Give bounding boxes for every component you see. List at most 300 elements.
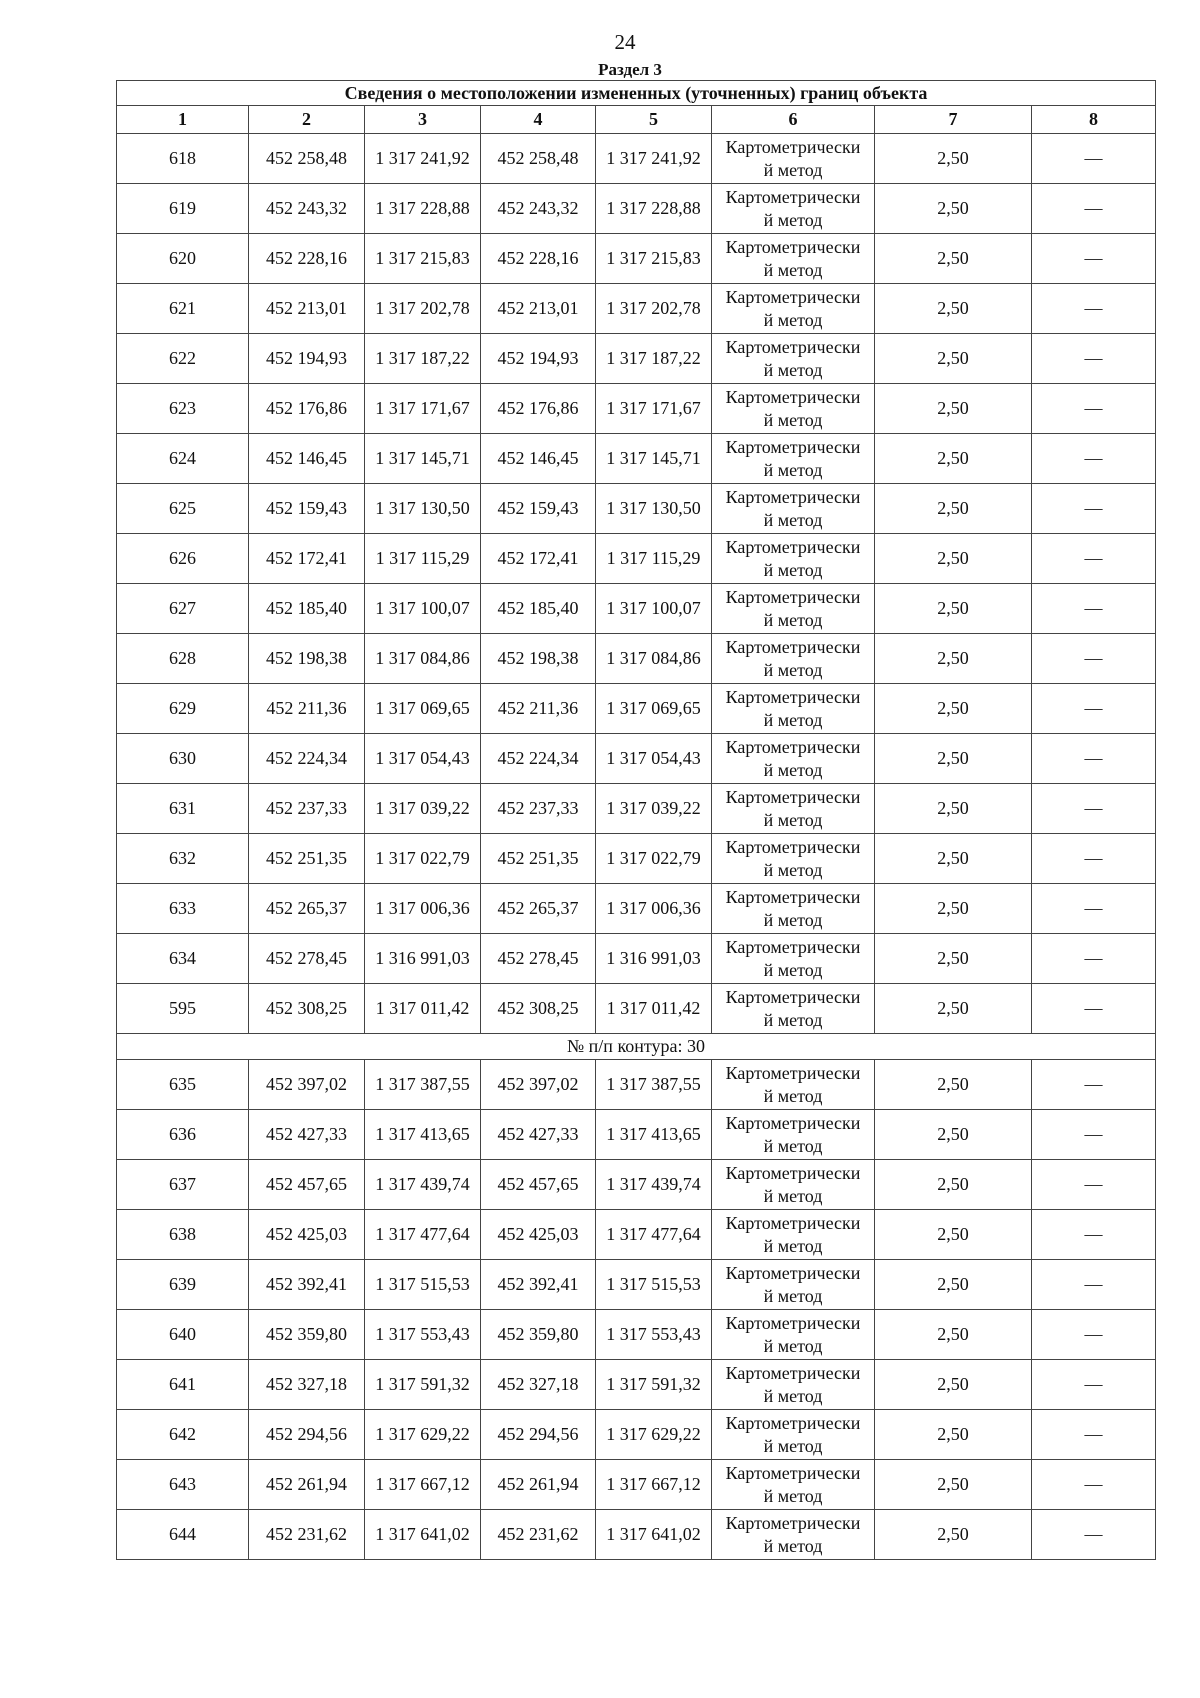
accuracy-cell: 2,50 <box>875 1060 1032 1110</box>
y-new-cell: 1 317 202,78 <box>596 284 712 334</box>
y-old-cell: 1 317 202,78 <box>365 284 481 334</box>
description-cell: — <box>1032 1260 1156 1310</box>
y-old-cell: 1 317 039,22 <box>365 784 481 834</box>
method-cell <box>712 984 875 1034</box>
method-cell <box>712 134 875 184</box>
method-line-2: й метод <box>763 809 823 830</box>
method-cell <box>712 1510 875 1560</box>
point-number-cell: 642 <box>117 1410 249 1460</box>
method-line-2: й метод <box>763 1285 823 1306</box>
table-row <box>117 284 1156 334</box>
point-number-cell: 622 <box>117 334 249 384</box>
description-cell: — <box>1032 184 1156 234</box>
method-cell <box>712 1160 875 1210</box>
method-line-2: й метод <box>763 1085 823 1106</box>
description-cell: — <box>1032 484 1156 534</box>
method-line-2: й метод <box>763 1009 823 1030</box>
method-line-2: й метод <box>763 159 823 180</box>
table-row <box>117 1510 1156 1560</box>
y-new-cell: 1 316 991,03 <box>596 934 712 984</box>
header-row <box>117 106 1156 134</box>
description-cell: — <box>1032 1360 1156 1410</box>
x-old-cell: 452 425,03 <box>249 1210 365 1260</box>
y-old-cell: 1 317 667,12 <box>365 1460 481 1510</box>
method-cell <box>712 1310 875 1360</box>
x-new-cell: 452 146,45 <box>481 434 596 484</box>
table-row <box>117 184 1156 234</box>
method-cell <box>712 534 875 584</box>
method-line-1: Картометрически <box>725 1513 861 1533</box>
y-new-cell: 1 317 145,71 <box>596 434 712 484</box>
y-old-cell: 1 316 991,03 <box>365 934 481 984</box>
method-line-2: й метод <box>763 1535 823 1556</box>
table-row <box>117 384 1156 434</box>
table-row <box>117 684 1156 734</box>
method-line-1: Картометрически <box>725 1263 861 1283</box>
method-line-2: й метод <box>763 359 823 380</box>
x-old-cell: 452 457,65 <box>249 1160 365 1210</box>
x-new-cell: 452 392,41 <box>481 1260 596 1310</box>
y-new-cell: 1 317 477,64 <box>596 1210 712 1260</box>
y-old-cell: 1 317 515,53 <box>365 1260 481 1310</box>
x-new-cell: 452 172,41 <box>481 534 596 584</box>
description-cell: — <box>1032 1410 1156 1460</box>
description-cell: — <box>1032 1510 1156 1560</box>
y-new-cell: 1 317 667,12 <box>596 1460 712 1510</box>
x-new-cell: 452 261,94 <box>481 1460 596 1510</box>
y-new-cell: 1 317 241,92 <box>596 134 712 184</box>
method-cell <box>712 934 875 984</box>
x-old-cell: 452 359,80 <box>249 1310 365 1360</box>
y-old-cell: 1 317 591,32 <box>365 1360 481 1410</box>
description-cell: — <box>1032 734 1156 784</box>
method-line-1: Картометрически <box>725 187 861 207</box>
x-old-cell: 452 251,35 <box>249 834 365 884</box>
accuracy-cell: 2,50 <box>875 834 1032 884</box>
x-new-cell: 452 243,32 <box>481 184 596 234</box>
method-cell <box>712 1260 875 1310</box>
y-old-cell: 1 317 115,29 <box>365 534 481 584</box>
x-old-cell: 452 308,25 <box>249 984 365 1034</box>
accuracy-cell: 2,50 <box>875 334 1032 384</box>
x-old-cell: 452 211,36 <box>249 684 365 734</box>
method-line-1: Картометрически <box>725 887 861 907</box>
method-line-1: Картометрически <box>725 637 861 657</box>
method-cell <box>712 1460 875 1510</box>
method-line-2: й метод <box>763 759 823 780</box>
method-line-1: Картометрически <box>725 587 861 607</box>
accuracy-cell: 2,50 <box>875 1360 1032 1410</box>
y-new-cell: 1 317 228,88 <box>596 184 712 234</box>
header-cell: 1 <box>117 106 249 134</box>
x-new-cell: 452 194,93 <box>481 334 596 384</box>
description-cell: — <box>1032 134 1156 184</box>
method-cell <box>712 1060 875 1110</box>
y-new-cell: 1 317 039,22 <box>596 784 712 834</box>
accuracy-cell: 2,50 <box>875 184 1032 234</box>
y-old-cell: 1 317 413,65 <box>365 1110 481 1160</box>
table-caption: Сведения о местоположении измененных (уточненных) границ объекта <box>117 81 1156 106</box>
header-cell: 8 <box>1032 106 1156 134</box>
method-line-2: й метод <box>763 459 823 480</box>
x-new-cell: 452 427,33 <box>481 1110 596 1160</box>
description-cell: — <box>1032 534 1156 584</box>
point-number-cell: 641 <box>117 1360 249 1410</box>
method-line-2: й метод <box>763 609 823 630</box>
method-line-2: й метод <box>763 959 823 980</box>
x-new-cell: 452 211,36 <box>481 684 596 734</box>
point-number-cell: 636 <box>117 1110 249 1160</box>
description-cell: — <box>1032 584 1156 634</box>
table-row <box>117 584 1156 634</box>
method-cell <box>712 234 875 284</box>
header-cell: 4 <box>481 106 596 134</box>
method-line-2: й метод <box>763 259 823 280</box>
method-line-2: й метод <box>763 1385 823 1406</box>
x-old-cell: 452 392,41 <box>249 1260 365 1310</box>
x-new-cell: 452 198,38 <box>481 634 596 684</box>
x-old-cell: 452 185,40 <box>249 584 365 634</box>
method-line-1: Картометрически <box>725 237 861 257</box>
accuracy-cell: 2,50 <box>875 1510 1032 1560</box>
accuracy-cell: 2,50 <box>875 1460 1032 1510</box>
header-cell: 6 <box>712 106 875 134</box>
y-old-cell: 1 317 084,86 <box>365 634 481 684</box>
table-row <box>117 1360 1156 1410</box>
method-line-1: Картометрически <box>725 137 861 157</box>
point-number-cell: 595 <box>117 984 249 1034</box>
table-row <box>117 634 1156 684</box>
method-line-1: Картометрически <box>725 837 861 857</box>
header-cell: 3 <box>365 106 481 134</box>
method-cell <box>712 284 875 334</box>
method-cell <box>712 1410 875 1460</box>
method-cell <box>712 634 875 684</box>
description-cell: — <box>1032 834 1156 884</box>
description-cell: — <box>1032 1060 1156 1110</box>
method-line-1: Картометрически <box>725 337 861 357</box>
method-line-2: й метод <box>763 709 823 730</box>
method-line-2: й метод <box>763 1335 823 1356</box>
y-new-cell: 1 317 413,65 <box>596 1110 712 1160</box>
point-number-cell: 627 <box>117 584 249 634</box>
accuracy-cell: 2,50 <box>875 884 1032 934</box>
x-old-cell: 452 176,86 <box>249 384 365 434</box>
table-row <box>117 1260 1156 1310</box>
x-new-cell: 452 237,33 <box>481 784 596 834</box>
method-cell <box>712 184 875 234</box>
y-old-cell: 1 317 145,71 <box>365 434 481 484</box>
method-line-1: Картометрически <box>725 1363 861 1383</box>
method-line-1: Картометрически <box>725 1113 861 1133</box>
y-old-cell: 1 317 171,67 <box>365 384 481 434</box>
accuracy-cell: 2,50 <box>875 284 1032 334</box>
method-cell <box>712 1110 875 1160</box>
accuracy-cell: 2,50 <box>875 1410 1032 1460</box>
method-line-1: Картометрически <box>725 437 861 457</box>
method-line-1: Картометрически <box>725 737 861 757</box>
y-new-cell: 1 317 641,02 <box>596 1510 712 1560</box>
y-old-cell: 1 317 241,92 <box>365 134 481 184</box>
method-line-2: й метод <box>763 559 823 580</box>
x-old-cell: 452 224,34 <box>249 734 365 784</box>
x-new-cell: 452 224,34 <box>481 734 596 784</box>
y-old-cell: 1 317 439,74 <box>365 1160 481 1210</box>
method-line-2: й метод <box>763 1135 823 1156</box>
y-new-cell: 1 317 591,32 <box>596 1360 712 1410</box>
table-row <box>117 784 1156 834</box>
method-cell <box>712 384 875 434</box>
method-line-1: Картометрически <box>725 1163 861 1183</box>
point-number-cell: 630 <box>117 734 249 784</box>
description-cell: — <box>1032 384 1156 434</box>
method-cell <box>712 484 875 534</box>
table-row <box>117 984 1156 1034</box>
x-old-cell: 452 294,56 <box>249 1410 365 1460</box>
method-line-1: Картометрически <box>725 287 861 307</box>
point-number-cell: 626 <box>117 534 249 584</box>
x-old-cell: 452 261,94 <box>249 1460 365 1510</box>
y-new-cell: 1 317 069,65 <box>596 684 712 734</box>
x-new-cell: 452 251,35 <box>481 834 596 884</box>
x-old-cell: 452 258,48 <box>249 134 365 184</box>
description-cell: — <box>1032 234 1156 284</box>
y-new-cell: 1 317 553,43 <box>596 1310 712 1360</box>
y-old-cell: 1 317 054,43 <box>365 734 481 784</box>
accuracy-cell: 2,50 <box>875 1110 1032 1160</box>
y-new-cell: 1 317 084,86 <box>596 634 712 684</box>
x-old-cell: 452 172,41 <box>249 534 365 584</box>
header-cell: 5 <box>596 106 712 134</box>
method-line-1: Картометрически <box>725 537 861 557</box>
method-line-1: Картометрически <box>725 1313 861 1333</box>
method-line-1: Картометрически <box>725 687 861 707</box>
description-cell: — <box>1032 1110 1156 1160</box>
description-cell: — <box>1032 334 1156 384</box>
accuracy-cell: 2,50 <box>875 734 1032 784</box>
section-title: Раздел 3 <box>598 60 662 79</box>
y-new-cell: 1 317 022,79 <box>596 834 712 884</box>
x-old-cell: 452 213,01 <box>249 284 365 334</box>
method-line-2: й метод <box>763 209 823 230</box>
x-new-cell: 452 457,65 <box>481 1160 596 1210</box>
method-line-2: й метод <box>763 409 823 430</box>
point-number-cell: 638 <box>117 1210 249 1260</box>
header-cell: 7 <box>875 106 1032 134</box>
point-number-cell: 623 <box>117 384 249 434</box>
x-old-cell: 452 146,45 <box>249 434 365 484</box>
point-number-cell: 633 <box>117 884 249 934</box>
header-cell: 2 <box>249 106 365 134</box>
accuracy-cell: 2,50 <box>875 434 1032 484</box>
table-row <box>117 234 1156 284</box>
x-new-cell: 452 327,18 <box>481 1360 596 1410</box>
y-old-cell: 1 317 228,88 <box>365 184 481 234</box>
method-line-2: й метод <box>763 509 823 530</box>
table-row <box>117 1110 1156 1160</box>
y-old-cell: 1 317 553,43 <box>365 1310 481 1360</box>
table-row <box>117 484 1156 534</box>
description-cell: — <box>1032 634 1156 684</box>
table-row <box>117 1310 1156 1360</box>
accuracy-cell: 2,50 <box>875 684 1032 734</box>
description-cell: — <box>1032 1310 1156 1360</box>
y-old-cell: 1 317 477,64 <box>365 1210 481 1260</box>
method-cell <box>712 1210 875 1260</box>
accuracy-cell: 2,50 <box>875 1210 1032 1260</box>
y-old-cell: 1 317 130,50 <box>365 484 481 534</box>
x-old-cell: 452 265,37 <box>249 884 365 934</box>
x-old-cell: 452 427,33 <box>249 1110 365 1160</box>
y-new-cell: 1 317 171,67 <box>596 384 712 434</box>
description-cell: — <box>1032 284 1156 334</box>
point-number-cell: 629 <box>117 684 249 734</box>
x-old-cell: 452 159,43 <box>249 484 365 534</box>
x-old-cell: 452 397,02 <box>249 1060 365 1110</box>
boundary-table <box>116 80 1156 1560</box>
x-new-cell: 452 278,45 <box>481 934 596 984</box>
contour-row <box>117 1034 1156 1060</box>
x-new-cell: 452 213,01 <box>481 284 596 334</box>
y-new-cell: 1 317 006,36 <box>596 884 712 934</box>
x-new-cell: 452 159,43 <box>481 484 596 534</box>
point-number-cell: 631 <box>117 784 249 834</box>
accuracy-cell: 2,50 <box>875 984 1032 1034</box>
point-number-cell: 618 <box>117 134 249 184</box>
table-row <box>117 1460 1156 1510</box>
method-cell <box>712 734 875 784</box>
method-cell <box>712 334 875 384</box>
method-line-1: Картометрически <box>725 1063 861 1083</box>
y-new-cell: 1 317 054,43 <box>596 734 712 784</box>
table-row <box>117 334 1156 384</box>
method-line-2: й метод <box>763 309 823 330</box>
point-number-cell: 640 <box>117 1310 249 1360</box>
point-number-cell: 639 <box>117 1260 249 1310</box>
x-new-cell: 452 228,16 <box>481 234 596 284</box>
point-number-cell: 634 <box>117 934 249 984</box>
method-line-2: й метод <box>763 659 823 680</box>
method-cell <box>712 584 875 634</box>
x-new-cell: 452 397,02 <box>481 1060 596 1110</box>
accuracy-cell: 2,50 <box>875 534 1032 584</box>
point-number-cell: 628 <box>117 634 249 684</box>
y-new-cell: 1 317 215,83 <box>596 234 712 284</box>
table-row <box>117 1160 1156 1210</box>
method-line-1: Картометрически <box>725 937 861 957</box>
y-new-cell: 1 317 387,55 <box>596 1060 712 1110</box>
point-number-cell: 643 <box>117 1460 249 1510</box>
y-old-cell: 1 317 100,07 <box>365 584 481 634</box>
table-caption-row <box>117 81 1156 106</box>
method-line-1: Картометрически <box>725 987 861 1007</box>
description-cell: — <box>1032 784 1156 834</box>
x-old-cell: 452 237,33 <box>249 784 365 834</box>
description-cell: — <box>1032 934 1156 984</box>
method-cell <box>712 1360 875 1410</box>
page-number: 24 <box>614 30 636 54</box>
x-new-cell: 452 359,80 <box>481 1310 596 1360</box>
y-old-cell: 1 317 069,65 <box>365 684 481 734</box>
method-cell <box>712 434 875 484</box>
method-cell <box>712 684 875 734</box>
accuracy-cell: 2,50 <box>875 784 1032 834</box>
point-number-cell: 620 <box>117 234 249 284</box>
y-new-cell: 1 317 011,42 <box>596 984 712 1034</box>
x-old-cell: 452 231,62 <box>249 1510 365 1560</box>
point-number-cell: 621 <box>117 284 249 334</box>
contour-label: № п/п контура: 30 <box>117 1034 1156 1060</box>
accuracy-cell: 2,50 <box>875 234 1032 284</box>
table-row <box>117 1210 1156 1260</box>
method-line-2: й метод <box>763 1485 823 1506</box>
accuracy-cell: 2,50 <box>875 1310 1032 1360</box>
x-old-cell: 452 198,38 <box>249 634 365 684</box>
point-number-cell: 624 <box>117 434 249 484</box>
x-old-cell: 452 278,45 <box>249 934 365 984</box>
y-new-cell: 1 317 187,22 <box>596 334 712 384</box>
accuracy-cell: 2,50 <box>875 484 1032 534</box>
y-new-cell: 1 317 439,74 <box>596 1160 712 1210</box>
description-cell: — <box>1032 884 1156 934</box>
x-new-cell: 452 176,86 <box>481 384 596 434</box>
x-new-cell: 452 185,40 <box>481 584 596 634</box>
y-old-cell: 1 317 006,36 <box>365 884 481 934</box>
point-number-cell: 637 <box>117 1160 249 1210</box>
x-new-cell: 452 425,03 <box>481 1210 596 1260</box>
y-old-cell: 1 317 641,02 <box>365 1510 481 1560</box>
accuracy-cell: 2,50 <box>875 584 1032 634</box>
method-line-2: й метод <box>763 1235 823 1256</box>
x-new-cell: 452 258,48 <box>481 134 596 184</box>
table-row <box>117 734 1156 784</box>
x-new-cell: 452 265,37 <box>481 884 596 934</box>
method-line-1: Картометрически <box>725 1463 861 1483</box>
y-old-cell: 1 317 629,22 <box>365 1410 481 1460</box>
description-cell: — <box>1032 1210 1156 1260</box>
y-old-cell: 1 317 187,22 <box>365 334 481 384</box>
method-line-2: й метод <box>763 909 823 930</box>
description-cell: — <box>1032 1460 1156 1510</box>
y-new-cell: 1 317 100,07 <box>596 584 712 634</box>
y-new-cell: 1 317 515,53 <box>596 1260 712 1310</box>
x-new-cell: 452 231,62 <box>481 1510 596 1560</box>
method-line-1: Картометрически <box>725 1213 861 1233</box>
table-row <box>117 884 1156 934</box>
method-line-1: Картометрически <box>725 1413 861 1433</box>
x-old-cell: 452 243,32 <box>249 184 365 234</box>
point-number-cell: 632 <box>117 834 249 884</box>
table-row <box>117 434 1156 484</box>
y-old-cell: 1 317 011,42 <box>365 984 481 1034</box>
table-row <box>117 534 1156 584</box>
method-line-2: й метод <box>763 859 823 880</box>
accuracy-cell: 2,50 <box>875 1260 1032 1310</box>
method-line-2: й метод <box>763 1185 823 1206</box>
point-number-cell: 644 <box>117 1510 249 1560</box>
method-line-1: Картометрически <box>725 387 861 407</box>
x-new-cell: 452 308,25 <box>481 984 596 1034</box>
accuracy-cell: 2,50 <box>875 1160 1032 1210</box>
description-cell: — <box>1032 434 1156 484</box>
y-new-cell: 1 317 130,50 <box>596 484 712 534</box>
point-number-cell: 619 <box>117 184 249 234</box>
table-row <box>117 934 1156 984</box>
table-row <box>117 1410 1156 1460</box>
y-new-cell: 1 317 115,29 <box>596 534 712 584</box>
method-cell <box>712 834 875 884</box>
accuracy-cell: 2,50 <box>875 934 1032 984</box>
